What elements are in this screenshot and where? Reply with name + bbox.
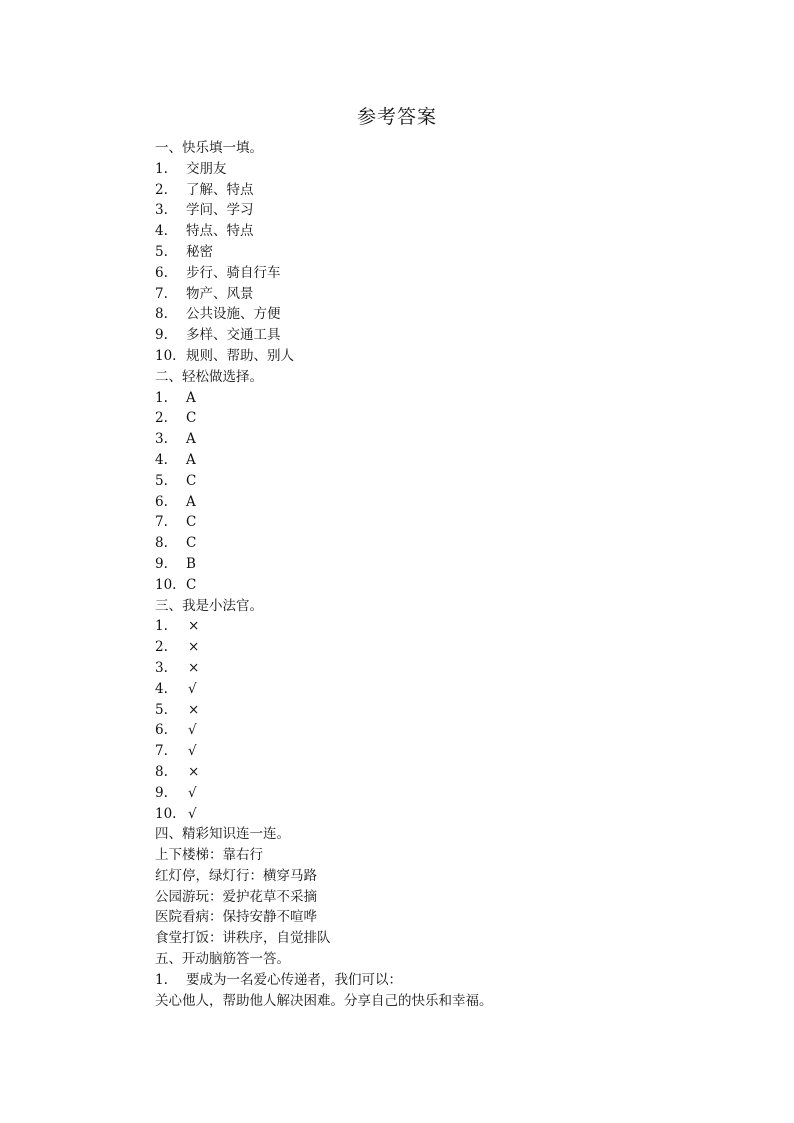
matching-line: 上下楼梯：靠右行 — [155, 847, 263, 864]
judgement-mark: √ — [188, 805, 197, 822]
section1-list — [155, 159, 715, 367]
item-answer: A — [186, 493, 196, 510]
item-number: 4. — [155, 680, 168, 697]
item-number: 7. — [155, 285, 168, 302]
item-answer: C — [186, 576, 197, 593]
section5-heading: 五、开动脑筋答一答。 — [155, 951, 290, 968]
page-title: 参考答案 — [356, 106, 437, 128]
item-answer: 多样、交通工具 — [186, 327, 281, 344]
list-item — [155, 200, 715, 221]
item-number: 2. — [155, 410, 168, 427]
judgement-mark: × — [188, 701, 200, 718]
section1-heading: 一、快乐填一填。 — [155, 140, 263, 156]
item-answer: C — [186, 472, 197, 489]
list-item — [155, 325, 715, 346]
item-number: 10. — [155, 576, 177, 593]
list-item — [155, 762, 715, 783]
list-item — [155, 263, 715, 284]
answer-content — [155, 138, 715, 1011]
list-item — [155, 388, 715, 409]
list-item — [155, 533, 715, 554]
list-item — [155, 492, 715, 513]
item-number: 5. — [155, 701, 168, 718]
judgement-mark: √ — [188, 743, 197, 760]
list-item — [155, 180, 715, 201]
item-number: 8. — [155, 306, 168, 323]
matching-line: 红灯停，绿灯行：横穿马路 — [155, 867, 317, 884]
item-answer: 交朋友 — [186, 160, 227, 177]
judgement-mark: × — [188, 763, 200, 780]
item-number: 3. — [155, 659, 168, 676]
item-answer: 规则、帮助、别人 — [186, 347, 294, 364]
item-number: 1. — [155, 618, 168, 635]
item-number: 1. — [155, 389, 168, 406]
list-item — [155, 679, 715, 700]
list-item — [155, 159, 715, 180]
item-answer: 物产、风景 — [186, 285, 254, 302]
judgement-mark: × — [188, 659, 200, 676]
item-number: 6. — [155, 493, 168, 510]
list-item — [155, 408, 715, 429]
item-answer: B — [186, 555, 196, 572]
item-answer: 秘密 — [186, 243, 213, 260]
item-number: 7. — [155, 743, 168, 760]
item-number: 4. — [155, 223, 168, 240]
item-number: 3. — [155, 202, 168, 219]
item-number: 2. — [155, 181, 168, 198]
list-item — [155, 804, 715, 825]
item-number: 6. — [155, 264, 168, 281]
list-item — [155, 637, 715, 658]
item-number: 4. — [155, 451, 168, 468]
item-number: 5. — [155, 243, 168, 260]
list-item — [155, 346, 715, 367]
list-item — [155, 512, 715, 533]
section4-heading: 四、精彩知识连一连。 — [155, 826, 290, 843]
matching-line: 食堂打饭：讲秩序，自觉排队 — [155, 930, 331, 947]
list-item — [155, 741, 715, 762]
answer-text: 关心他人，帮助他人解决困难。分享自己的快乐和幸福。 — [155, 992, 493, 1009]
item-number: 7. — [155, 514, 168, 531]
list-item — [155, 471, 715, 492]
judgement-mark: × — [188, 639, 200, 656]
judgement-mark: √ — [188, 722, 197, 739]
item-answer: C — [186, 410, 197, 427]
list-item — [155, 575, 715, 596]
item-number: 6. — [155, 722, 168, 739]
item-answer: A — [186, 451, 196, 468]
item-number: 10. — [155, 347, 177, 364]
item-number: 5. — [155, 472, 168, 489]
item-answer: 步行、骑自行车 — [186, 264, 281, 281]
matching-line: 医院看病：保持安静不喧哗 — [155, 909, 317, 926]
question-number: 1. — [155, 971, 168, 988]
item-answer: A — [186, 389, 196, 406]
judgement-mark: × — [188, 618, 200, 635]
item-answer: 了解、特点 — [186, 181, 254, 198]
list-item — [155, 616, 715, 637]
list-item — [155, 783, 715, 804]
list-item — [155, 700, 715, 721]
item-number: 9. — [155, 555, 168, 572]
section3-list — [155, 616, 715, 824]
section3-heading: 三、我是小法官。 — [155, 597, 263, 614]
list-item — [155, 304, 715, 325]
judgement-mark: √ — [188, 784, 197, 801]
item-number: 3. — [155, 431, 168, 448]
section2-list — [155, 388, 715, 596]
question-line — [155, 970, 715, 991]
item-answer: C — [186, 514, 197, 531]
item-number: 9. — [155, 784, 168, 801]
list-item — [155, 554, 715, 575]
item-answer: 公共设施、方便 — [186, 306, 281, 323]
list-item — [155, 284, 715, 305]
list-item — [155, 221, 715, 242]
item-answer: 学问、学习 — [186, 202, 254, 219]
item-answer: A — [186, 431, 196, 448]
question-text: 要成为一名爱心传递者，我们可以： — [186, 971, 402, 988]
item-number: 8. — [155, 535, 168, 552]
section2-heading: 二、轻松做选择。 — [155, 368, 263, 385]
item-number: 1. — [155, 160, 168, 177]
list-item — [155, 242, 715, 263]
item-number: 9. — [155, 327, 168, 344]
list-item — [155, 429, 715, 450]
item-number: 10. — [155, 805, 177, 822]
item-answer: C — [186, 535, 197, 552]
list-item — [155, 450, 715, 471]
list-item — [155, 658, 715, 679]
matching-line: 公园游玩：爱护花草不采摘 — [155, 888, 317, 905]
section4-list — [155, 845, 715, 949]
item-number: 2. — [155, 639, 168, 656]
judgement-mark: √ — [188, 680, 197, 697]
list-item — [155, 720, 715, 741]
item-number: 8. — [155, 763, 168, 780]
item-answer: 特点、特点 — [186, 223, 254, 240]
